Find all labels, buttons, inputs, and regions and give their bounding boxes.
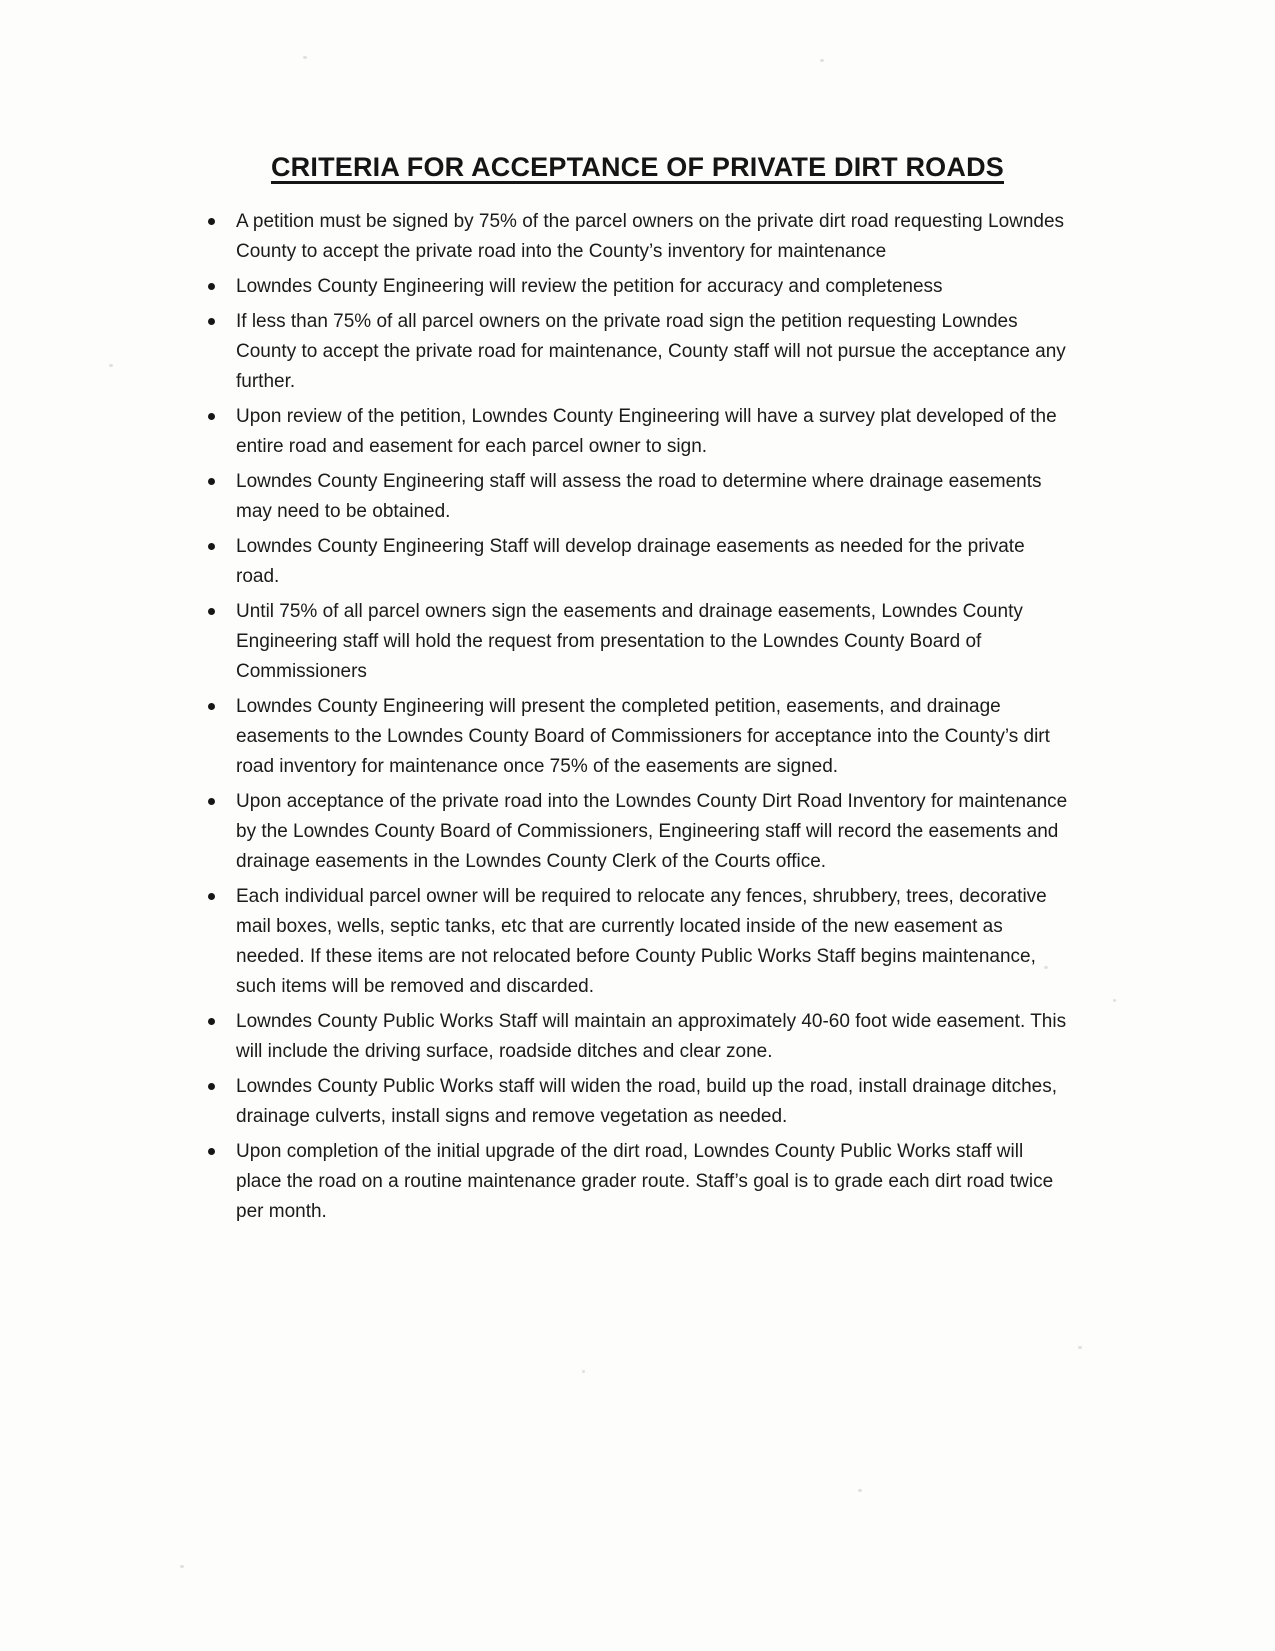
scan-speck: [180, 1565, 184, 1568]
list-item-text: Upon review of the petition, Lowndes County Engineering will have a survey plat developed of the entire road and easement for each parcel owner to sign.: [236, 406, 1057, 457]
scan-speck: [820, 59, 824, 62]
bullet-icon: [208, 1018, 215, 1025]
list-item: [205, 402, 1070, 462]
list-item: [205, 692, 1070, 782]
bullet-icon: [208, 703, 215, 710]
criteria-list: [205, 207, 1070, 1227]
document-content: [205, 152, 1070, 1232]
list-item-text: Lowndes County Public Works Staff will maintain an approximately 40-60 foot wide easement. This will include the driving surface, roadside ditches and clear zone.: [236, 1011, 1067, 1062]
bullet-icon: [208, 893, 215, 900]
list-item: [205, 532, 1070, 592]
list-item: [205, 467, 1070, 527]
list-item-text: Lowndes County Engineering will present the completed petition, easements, and drainage easements to the Lowndes County Board of Commissioners for acceptance into the County’s dirt road inventory for maintenance once 75% of the easements are signed.: [236, 696, 1050, 777]
bullet-icon: [208, 478, 215, 485]
page-title: CRITERIA FOR ACCEPTANCE OF PRIVATE DIRT ROADS: [270, 152, 1004, 182]
list-item-text: If less than 75% of all parcel owners on the private road sign the petition requesting Lowndes County to accept the private road for maintenance, County staff will not pursue the acceptance any further.: [236, 311, 1066, 392]
bullet-icon: [208, 413, 215, 420]
scan-speck: [1113, 999, 1116, 1002]
bullet-icon: [208, 543, 215, 550]
list-item: [205, 272, 1070, 302]
list-item-text: Upon acceptance of the private road into the Lowndes County Dirt Road Inventory for maintenance by the Lowndes County Board of Commissioners, Engineering staff will record the easements and drainage easements in the Lowndes County Clerk of the Courts office.: [236, 791, 1068, 872]
list-item: [205, 1072, 1070, 1132]
list-item: [205, 1137, 1070, 1227]
list-item: [205, 307, 1070, 397]
list-item-text: Lowndes County Engineering Staff will develop drainage easements as needed for the private road.: [236, 536, 1025, 587]
list-item: [205, 1007, 1070, 1067]
scan-speck: [109, 364, 113, 367]
bullet-icon: [208, 218, 215, 225]
bullet-icon: [208, 798, 215, 805]
scan-speck: [582, 1370, 585, 1373]
list-item-text: Lowndes County Engineering will review the petition for accuracy and completeness: [236, 276, 943, 297]
bullet-icon: [208, 608, 215, 615]
list-item: [205, 207, 1070, 267]
scan-speck: [303, 56, 307, 59]
list-item-text: Lowndes County Public Works staff will widen the road, build up the road, install drainage ditches, drainage culverts, install signs and remove vegetation as needed.: [236, 1076, 1057, 1127]
list-item: [205, 882, 1070, 1002]
scan-speck: [1078, 1346, 1082, 1349]
scan-speck: [858, 1489, 862, 1492]
list-item-text: A petition must be signed by 75% of the parcel owners on the private dirt road requesting Lowndes County to accept the private road into the County’s inventory for maintenance: [236, 211, 1065, 262]
bullet-icon: [208, 1083, 215, 1090]
bullet-icon: [208, 318, 215, 325]
list-item-text: Each individual parcel owner will be required to relocate any fences, shrubbery, trees, decorative mail boxes, wells, septic tanks, etc that are currently located inside of the new easement as needed. If these items are not relocated before County Public Works Staff begins maintenance, such items will be removed and discarded.: [236, 886, 1047, 997]
list-item-text: Lowndes County Engineering staff will assess the road to determine where drainage easements may need to be obtained.: [236, 471, 1042, 522]
list-item: [205, 787, 1070, 877]
bullet-icon: [208, 283, 215, 290]
list-item: [205, 597, 1070, 687]
bullet-icon: [208, 1148, 215, 1155]
list-item-text: Upon completion of the initial upgrade of the dirt road, Lowndes County Public Works staff will place the road on a routine maintenance grader route. Staff’s goal is to grade each dirt road twice per month.: [236, 1141, 1054, 1222]
list-item-text: Until 75% of all parcel owners sign the easements and drainage easements, Lowndes County Engineering staff will hold the request from presentation to the Lowndes County Board of Commissioners: [236, 601, 1023, 682]
